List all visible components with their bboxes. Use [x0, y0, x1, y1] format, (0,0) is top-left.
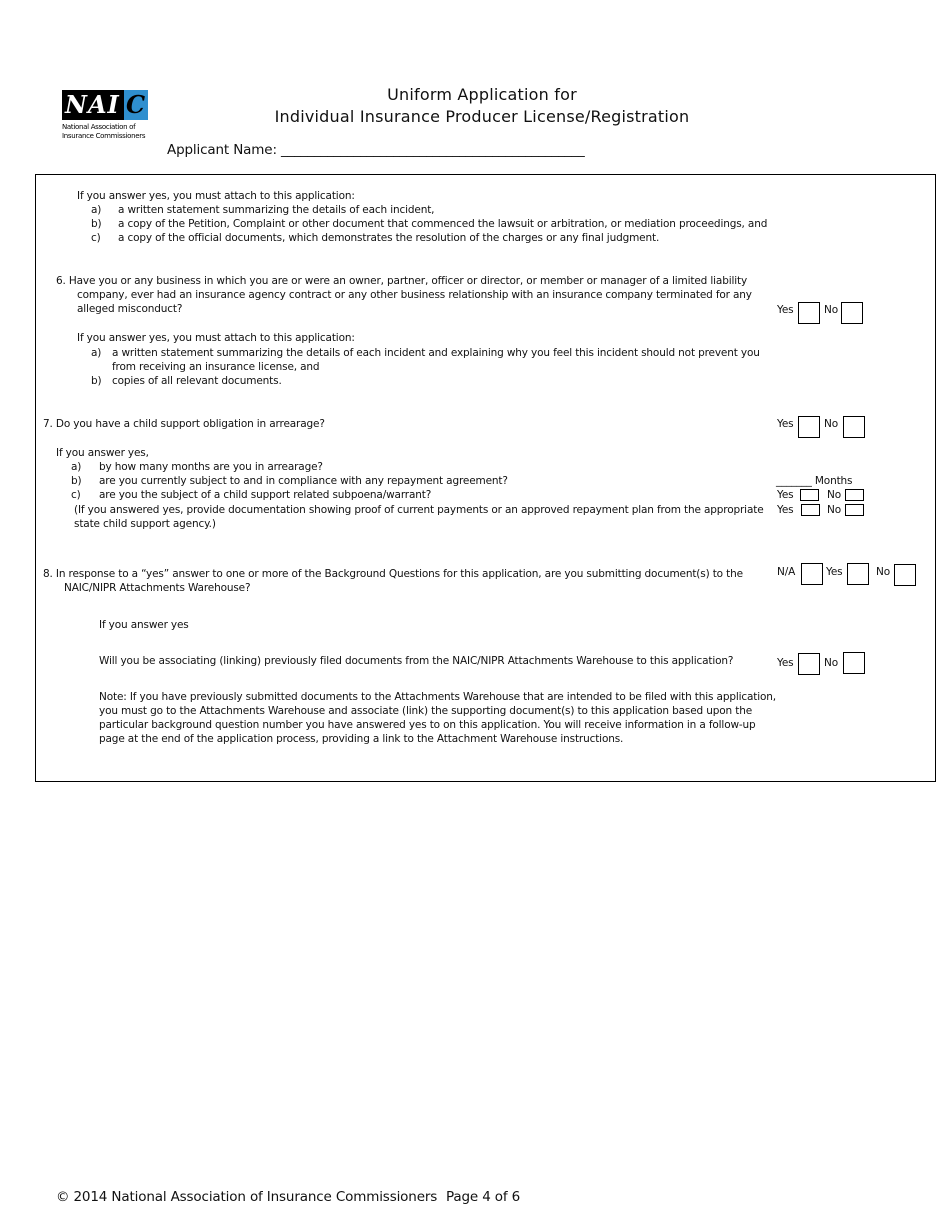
q7-item-b-text: are you currently subject to and in compliance with any repayment agreement? [99, 475, 508, 487]
naic-logo-c: C [126, 90, 146, 119]
q8-if-yes: If you answer yes [99, 619, 189, 631]
q8-text-line1: 8. In response to a “yes” answer to one or more of the Background Questions for this application, are you submitting document(s) to the [43, 568, 743, 580]
q7-c-no-checkbox[interactable] [845, 504, 864, 516]
q7-c-yes-label: Yes [777, 504, 794, 516]
q6-text-line2: company, ever had an insurance agency contract or any other business relationship with an insurance company terminated for any [77, 289, 752, 301]
q8-yes-checkbox[interactable] [847, 563, 869, 585]
q6-item-b-line1: copies of all relevant documents. [112, 375, 282, 387]
q7-item-c-marker: c) [71, 489, 81, 501]
q8-linking-no-checkbox[interactable] [843, 652, 865, 674]
q7-b-no-checkbox[interactable] [845, 489, 864, 501]
q7-item-a-marker: a) [71, 461, 82, 473]
q8-na-label: N/A [777, 566, 796, 578]
q5-item-a-text: a written statement summarizing the details of each incident, [118, 204, 435, 216]
q8-no-checkbox[interactable] [894, 564, 916, 586]
q6-no-label: No [824, 304, 838, 316]
q6-item-a-line1: a written statement summarizing the details of each incident and explaining why you feel this incident should not prevent you [112, 347, 760, 359]
q7-b-yes-checkbox[interactable] [800, 489, 819, 501]
q7-months-field[interactable]: _______ Months [776, 475, 853, 487]
q6-no-checkbox[interactable] [841, 302, 863, 324]
q8-linking-yes-checkbox[interactable] [798, 653, 820, 675]
q6-yes-checkbox[interactable] [798, 302, 820, 324]
q7-item-a-text: by how many months are you in arrearage? [99, 461, 323, 473]
q7-c-no-label: No [827, 504, 841, 516]
q8-linking-yes-label: Yes [777, 657, 794, 669]
footer-page-number: Page 4 of 6 [446, 1189, 521, 1205]
q7-note-line2: state child support agency.) [74, 518, 216, 530]
q8-yes-label: Yes [826, 566, 843, 578]
q5-item-b-marker: b) [91, 218, 102, 230]
q7-yes-label: Yes [777, 418, 794, 430]
q6-text-line1: 6. Have you or any business in which you are or were an owner, partner, officer or director, or member or manager of a limited liability [56, 275, 748, 287]
q8-linking-question: Will you be associating (linking) previously filed documents from the NAIC/NIPR Attachments Warehouse to this application? [99, 655, 734, 667]
q7-note-line1: (If you answered yes, provide documentation showing proof of current payments or an approved repayment plan from the appropriate [74, 504, 764, 516]
q6-item-a-marker: a) [91, 347, 102, 359]
q7-c-yes-checkbox[interactable] [801, 504, 820, 516]
q7-yes-checkbox[interactable] [798, 416, 820, 438]
q7-b-yes-label: Yes [777, 489, 794, 501]
q5-item-b-text: a copy of the Petition, Complaint or other document that commenced the lawsuit or arbitration, or mediation proceedings, and [118, 218, 768, 230]
q7-b-no-label: No [827, 489, 841, 501]
q6-attach-intro: If you answer yes, you must attach to this application: [77, 332, 355, 344]
q6-item-a-line2: from receiving an insurance license, and [112, 361, 320, 373]
q7-no-checkbox[interactable] [843, 416, 865, 438]
q5-item-c-marker: c) [91, 232, 101, 244]
q5-item-c-text: a copy of the official documents, which demonstrates the resolution of the charges or any final judgment. [118, 232, 660, 244]
q8-note-line2: you must go to the Attachments Warehouse and associate (link) the supporting document(s) to this application based upon the [99, 705, 753, 717]
q5-item-a-marker: a) [91, 204, 102, 216]
naic-logo-line2: Insurance Commissioners [62, 132, 146, 140]
naic-logo-letters: NAI [65, 90, 120, 119]
q8-note-line1: Note: If you have previously submitted documents to the Attachments Warehouse that are intended to be filed with this application, [99, 691, 776, 703]
q8-text-line2: NAIC/NIPR Attachments Warehouse? [64, 582, 251, 594]
q8-note-line3: particular background question number you have answered yes to on this application. You will receive information in a follow-up [99, 719, 756, 731]
q7-item-c-text: are you the subject of a child support related subpoena/warrant? [99, 489, 432, 501]
form-title-line1: Uniform Application for [387, 85, 577, 104]
form-title-line2: Individual Insurance Producer License/Registration [274, 107, 690, 126]
q6-item-b-marker: b) [91, 375, 102, 387]
q8-no-label: No [876, 566, 890, 578]
q7-question: 7. Do you have a child support obligation in arrearage? [43, 418, 325, 430]
q7-item-b-marker: b) [71, 475, 82, 487]
q7-followup-intro: If you answer yes, [56, 447, 149, 459]
q8-na-checkbox[interactable] [801, 563, 823, 585]
applicant-name-field[interactable]: Applicant Name: ______________________________________________ [167, 142, 585, 158]
q6-yes-label: Yes [777, 304, 794, 316]
q8-note-line4: page at the end of the application process, providing a link to the Attachment Warehouse instructions. [99, 733, 624, 745]
q5-attach-intro: If you answer yes, you must attach to this application: [77, 190, 355, 202]
q7-no-label: No [824, 418, 838, 430]
naic-logo-line1: National Association of [62, 123, 136, 131]
q8-linking-no-label: No [824, 657, 838, 669]
footer-copyright: © 2014 National Association of Insurance Commissioners [56, 1189, 438, 1205]
q6-text-line3: alleged misconduct? [77, 303, 183, 315]
